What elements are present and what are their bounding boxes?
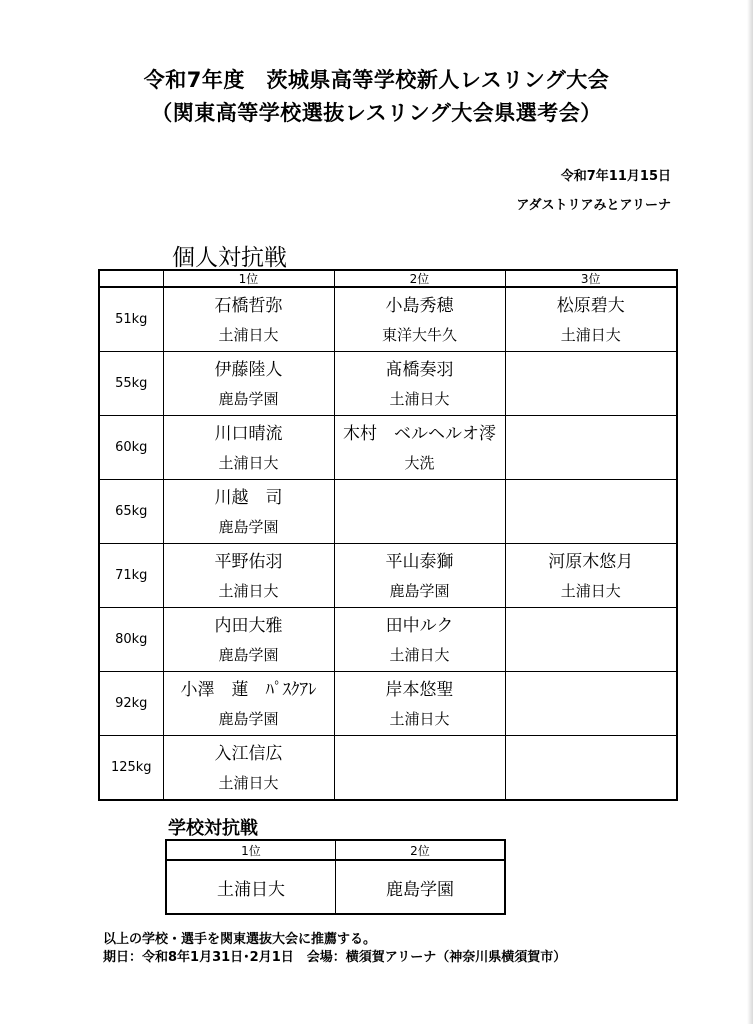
table-row (166, 860, 505, 914)
weight-class: 80kg (99, 608, 163, 672)
place-2-cell (334, 672, 505, 736)
header-2nd: 2位 (334, 270, 505, 287)
document-title: 令和7年度 茨城県高等学校新人レスリング大会 (143, 68, 610, 92)
individual-results-table (98, 269, 678, 801)
school-name: 大洗 (404, 454, 435, 472)
school-name: 鹿島学園 (218, 390, 279, 408)
school-name: 土浦日大 (389, 710, 450, 728)
wrestler-name: 入江信広 (214, 744, 283, 764)
table-header-row (99, 270, 677, 287)
wrestler-name: 川口晴流 (214, 424, 283, 444)
place-2-cell (334, 544, 505, 608)
school-name: 土浦日大 (389, 390, 450, 408)
place-3-cell (505, 416, 677, 480)
wrestler-name: 松原碧大 (556, 296, 625, 316)
place-2-cell (334, 736, 505, 801)
weight-class: 60kg (99, 416, 163, 480)
place-1-cell (163, 416, 334, 480)
weight-class: 55kg (99, 352, 163, 416)
school-name: 鹿島学園 (218, 710, 279, 728)
place-1-cell (163, 608, 334, 672)
table-row (99, 672, 677, 736)
document-subtitle: （関東高等学校選抜レスリング大会県選考会） (151, 101, 602, 125)
school-name: 土浦日大 (560, 582, 621, 600)
school-name: 土浦日大 (218, 454, 279, 472)
place-1-cell (163, 672, 334, 736)
school-name: 土浦日大 (218, 774, 279, 792)
wrestler-name: 河原木悠月 (548, 552, 634, 572)
place-1-cell (163, 544, 334, 608)
page-edge-shadow (747, 0, 753, 1024)
header-weight (99, 270, 163, 287)
wrestler-name: 伊藤陸人 (214, 360, 283, 380)
wrestler-name: 小澤 蓮 ﾊﾟｽｸｱﾚ (180, 680, 317, 700)
school-name: 鹿島学園 (218, 646, 279, 664)
school-name: 土浦日大 (560, 326, 621, 344)
weight-class: 92kg (99, 672, 163, 736)
table-row (99, 352, 677, 416)
place-3-cell (505, 480, 677, 544)
place-3-cell (505, 672, 677, 736)
wrestler-name: 内田大雅 (214, 616, 283, 636)
school-name: 鹿島学園 (218, 518, 279, 536)
place-3-cell (505, 608, 677, 672)
table-row (99, 608, 677, 672)
school-name: 土浦日大 (218, 326, 279, 344)
wrestler-name: 髙橋奏羽 (385, 360, 454, 380)
place-2-cell (334, 480, 505, 544)
wrestler-name: 平山泰獅 (385, 552, 454, 572)
weight-class: 65kg (99, 480, 163, 544)
team-header-2nd: 2位 (336, 840, 506, 860)
wrestler-name: 平野佑羽 (214, 552, 283, 572)
weight-class: 71kg (99, 544, 163, 608)
place-1-cell (163, 352, 334, 416)
place-3-cell (505, 287, 677, 352)
team-2nd: 鹿島学園 (336, 860, 506, 914)
individual-section-title: 個人対抗戦 (172, 245, 287, 271)
place-2-cell (334, 608, 505, 672)
team-header-1st: 1位 (166, 840, 336, 860)
school-name: 土浦日大 (389, 646, 450, 664)
table-row (99, 480, 677, 544)
table-row (99, 736, 677, 801)
schedule-note: 期日：令和8年1月31日･2月1日 会場：横須賀アリーナ（神奈川県横須賀市） (103, 950, 567, 965)
weight-class: 51kg (99, 287, 163, 352)
place-1-cell (163, 736, 334, 801)
team-section-title: 学校対抗戦 (168, 818, 258, 839)
place-1-cell (163, 287, 334, 352)
school-name: 土浦日大 (218, 582, 279, 600)
header-1st: 1位 (163, 270, 334, 287)
weight-class: 125kg (99, 736, 163, 801)
place-2-cell (334, 352, 505, 416)
place-2-cell (334, 287, 505, 352)
wrestler-name: 川越 司 (214, 488, 283, 508)
wrestler-name: 岸本悠聖 (385, 680, 454, 700)
table-header-row (166, 840, 505, 860)
wrestler-name: 田中ルク (385, 616, 454, 636)
wrestler-name: 小島秀穂 (385, 296, 454, 316)
event-venue: アダストリアみとアリーナ (516, 198, 671, 213)
school-name: 東洋大牛久 (381, 326, 457, 344)
table-row (99, 544, 677, 608)
school-name: 鹿島学園 (389, 582, 450, 600)
place-3-cell (505, 544, 677, 608)
event-date: 令和7年11月15日 (560, 169, 671, 184)
header-3rd: 3位 (505, 270, 677, 287)
table-row (99, 416, 677, 480)
place-3-cell (505, 736, 677, 801)
table-row (99, 287, 677, 352)
team-1st: 土浦日大 (166, 860, 336, 914)
recommendation-note: 以上の学校・選手を関東選抜大会に推薦する。 (103, 932, 377, 947)
team-results-table (165, 839, 506, 915)
place-2-cell (334, 416, 505, 480)
place-3-cell (505, 352, 677, 416)
wrestler-name: 石橋哲弥 (214, 296, 283, 316)
wrestler-name: 木村 ベルヘルオ澪 (343, 424, 496, 444)
place-1-cell (163, 480, 334, 544)
